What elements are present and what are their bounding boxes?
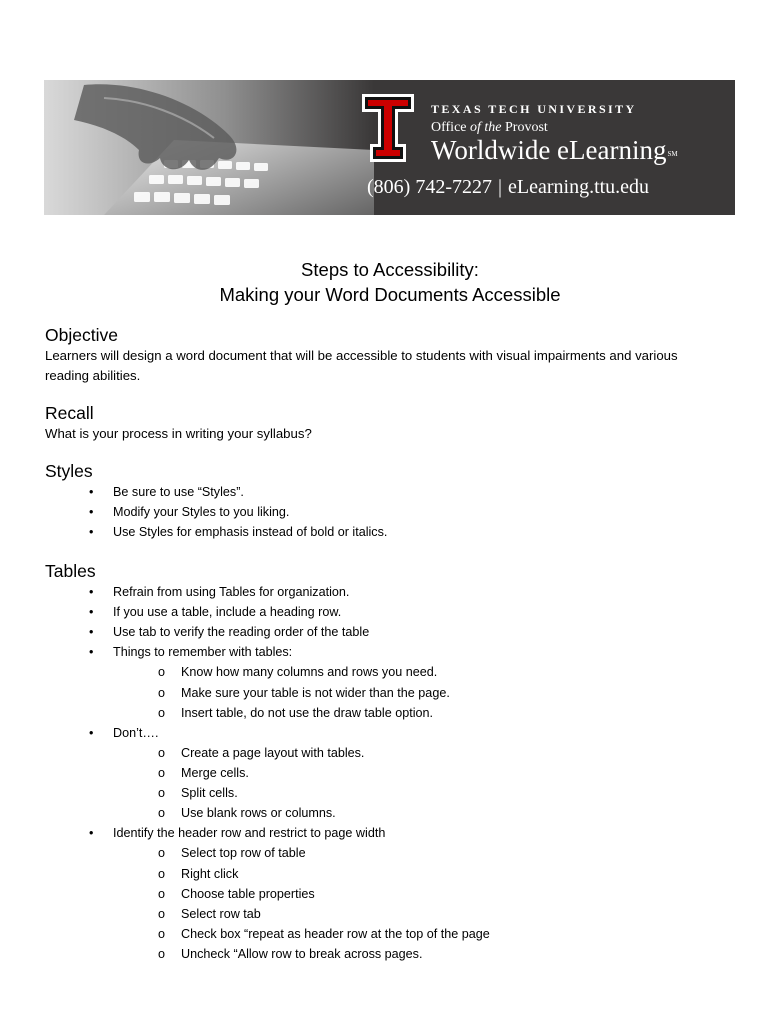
list-item [45,642,735,722]
office-suffix: Provost [501,120,548,135]
objective-line-1: Learners will design a word document that will be accessible to students with visual impairments and various [45,348,678,363]
sublist-item-text: Make sure your table is not wider than the page. [181,685,450,700]
sublist-item-text: Select top row of table [181,846,306,861]
hollow-bullet-icon: o [158,906,166,921]
recall-heading: Recall [45,403,94,423]
bullet-icon: • [89,525,94,540]
bullet-icon: • [89,485,94,499]
bullet-icon: • [89,625,94,640]
title-line-2: Making your Word Documents Accessible [219,284,561,305]
recall-text: What is your process in writing your syllabus? [45,426,312,441]
office-italic: of the [470,120,502,135]
list-item-text: Things to remember with tables: [113,645,293,660]
sublist-item-text: Choose table properties [181,886,315,901]
list-item [45,502,735,522]
banner-text-block [431,102,678,165]
phone-number: (806) 742-7227 [367,176,492,198]
program-name [431,135,678,165]
bullet-icon: • [89,725,94,740]
list-item-text: If you use a table, include a heading row. [113,604,342,619]
header-row-sublist [113,843,735,964]
hollow-bullet-icon: o [158,705,166,720]
list-item [45,723,735,824]
header-banner [44,80,735,215]
sublist-item-text: Know how many columns and rows you need. [181,665,438,680]
hollow-bullet-icon: o [158,766,166,780]
sublist-item-text: Split cells. [181,786,238,801]
contact-separator: | [497,176,502,198]
list-item [45,823,735,964]
list-item-text: Refrain from using Tables for organization. [113,584,350,599]
sublist-item-text: Create a page layout with tables. [181,745,365,760]
list-item [45,602,735,622]
website-url: eLearning.ttu.edu [508,176,650,198]
list-item-text: Identify the header row and restrict to page width [113,826,386,841]
sublist-item [113,884,735,904]
hollow-bullet-icon: o [158,806,166,821]
list-item-text: Don’t…. [113,725,159,740]
hollow-bullet-icon: o [158,745,166,760]
sublist-item [113,864,735,884]
sublist-item [113,924,735,944]
hollow-bullet-icon: o [158,665,166,680]
contact-line [367,176,649,199]
tables-list [45,582,735,964]
tables-heading: Tables [45,560,96,581]
document-body [45,257,735,964]
sublist-item-text: Uncheck “Allow row to break across pages. [181,946,423,961]
sublist-item [113,944,735,964]
remember-sublist [113,662,735,722]
sublist-item [113,743,735,763]
sublist-item-text: Insert table, do not use the draw table option. [181,705,434,720]
sublist-item [113,703,735,723]
office-name [431,120,678,136]
objective-line-2: reading abilities. [45,368,141,383]
bullet-icon: • [89,505,94,520]
hollow-bullet-icon: o [158,946,166,961]
program-label: Worldwide eLearning [431,135,667,165]
title-line-1: Steps to Accessibility: [301,259,479,280]
list-item [45,522,735,542]
bullet-icon: • [89,826,94,841]
sublist-item [113,783,735,803]
list-item-text: Use Styles for emphasis instead of bold or italics. [113,525,388,540]
double-t-logo-icon [360,92,416,164]
objective-text [45,346,735,386]
objective-heading: Objective [45,325,118,345]
sublist-item [113,683,735,703]
sublist-item [113,763,735,783]
trademark-mark: SM [667,150,678,158]
hollow-bullet-icon: o [158,786,166,801]
sublist-item [113,662,735,682]
sublist-item-text: Select row tab [181,906,261,921]
list-item [45,582,735,602]
hollow-bullet-icon: o [158,866,166,881]
university-name: TEXAS TECH UNIVERSITY [431,102,637,116]
sublist-item [113,803,735,823]
sublist-item-text: Check box “repeat as header row at the top of the page [181,926,490,941]
bullet-icon: • [89,645,94,660]
dont-sublist [113,743,735,823]
hollow-bullet-icon: o [158,846,166,861]
list-item [45,482,735,502]
hollow-bullet-icon: o [158,685,166,700]
sublist-item-text: Right click [181,866,239,881]
sublist-item-text: Use blank rows or columns. [181,806,336,821]
keyboard-hands-photo [44,80,374,215]
styles-list [45,482,735,543]
bullet-icon: • [89,604,94,619]
list-item [45,622,735,642]
hollow-bullet-icon: o [158,886,166,901]
hollow-bullet-icon: o [158,926,166,941]
styles-heading: Styles [45,461,93,481]
office-prefix: Office [431,120,470,135]
list-item-text: Be sure to use “Styles”. [113,485,244,499]
sublist-item [113,904,735,924]
list-item-text: Modify your Styles to you liking. [113,505,290,520]
sublist-item [113,843,735,863]
bullet-icon: • [89,584,94,599]
list-item-text: Use tab to verify the reading order of the table [113,625,370,640]
document-title [45,257,735,307]
sublist-item-text: Merge cells. [181,766,249,780]
